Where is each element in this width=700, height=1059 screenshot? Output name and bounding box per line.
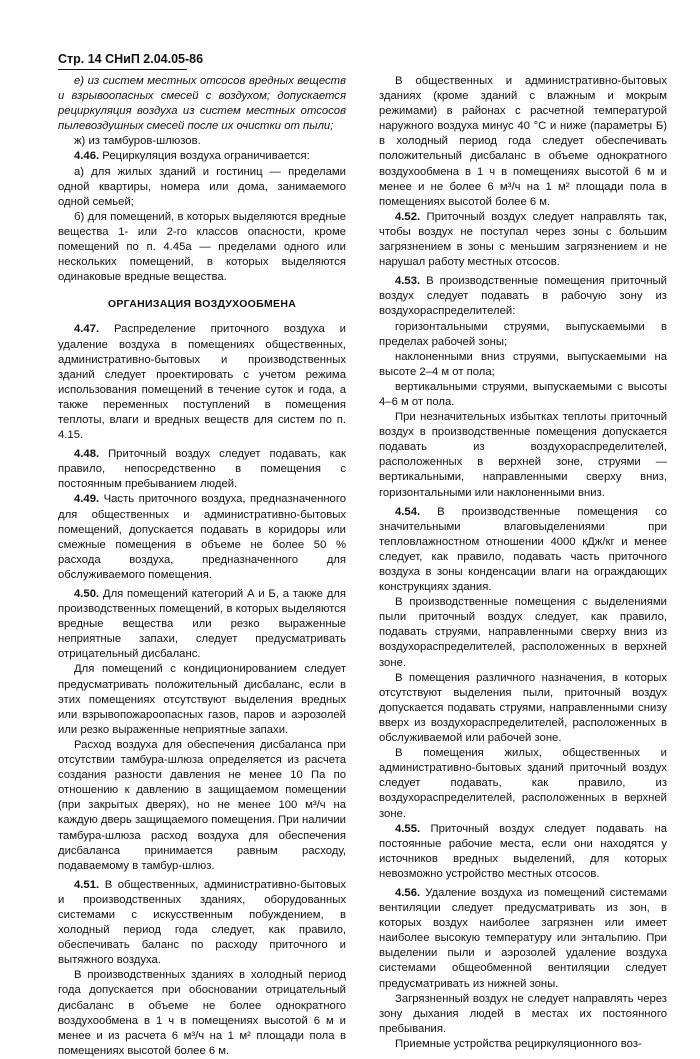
clause-text: Рециркуляция воздуха ограничивается:	[99, 150, 310, 163]
paragraph: Приемные устройства рециркуляционного воз-	[395, 1037, 642, 1050]
clause-4-55	[379, 822, 667, 882]
paragraph: В производственные помещения с выделениями пыли приточный воздух следует, как правило, подавать струями, направленными сверху вниз из воздухораспределителей, расположенных в верхней зоне.	[379, 596, 667, 669]
clause-text: Для помещений категорий А и Б, а также для производственных помещений, в которых выделяются вредные вещества или резко выраженные неприятные запахи, следует предусматривать отрицательный дисбаланс.	[58, 588, 346, 661]
clause-text: Приточный воздух следует подавать, как правило, непосредственно в помещения с постоянным пребыванием людей.	[58, 448, 346, 491]
paragraph: В производственных зданиях в холодный период года допускается при обосновании отрицательный дисбаланс в объеме не более однократного воздухообмена в 1 ч в помещениях высотой 6 м и менее и из расчета 6 м³/ч на 1 м² площади пола в помещениях высотой более 6 м.	[58, 969, 346, 1057]
clause-text: Распределение приточного воздуха и удаление воздуха в помещениях общественных, административно-бытовых и производственных зданий следует проектировать с учетом режима использования помещений в течение суток и года, а также переменных поступлений в помещения теплоты, влаги и вредных веществ для систем по п. 4.15.	[58, 323, 346, 442]
clause-4-47	[58, 322, 346, 443]
clause-number: 4.53.	[395, 275, 421, 288]
clause-number: 4.46.	[74, 150, 100, 163]
paragraph: наклоненными вниз струями, выпускаемыми на высоте 2–4 м от пола;	[379, 350, 667, 378]
clause-4-48	[58, 447, 346, 492]
paragraph: Для помещений с кондиционированием следует предусматривать положительный дисбаланс, если в этих помещениях отсутствуют выделения вредных или взрывопожароопасных газов, паров и аэрозолей или резко выраженные неприятные запахи.	[58, 663, 346, 736]
clause-text: Приточный воздух следует направлять так, чтобы воздух не поступал через зоны с большим загрязнением в зоны с меньшим загрязнением и не нарушал работу местных отсосов.	[379, 210, 667, 269]
clause-4-53	[379, 274, 667, 319]
clause-number: 4.52.	[395, 210, 421, 223]
paragraph: горизонтальными струями, выпускаемыми в пределах рабочей зоны;	[379, 320, 667, 348]
paragraph: е) из систем местных отсосов вредных веществ и взрывоопасных смесей с воздухом; допускается рециркуляция воздуха из систем местных отсосов пылевоздушных смесей после их очистки от пыли;	[58, 75, 346, 133]
left-column	[58, 74, 346, 1059]
clause-4-54	[379, 505, 667, 596]
clause-number: 4.47.	[74, 323, 100, 336]
paragraph: При незначительных избытках теплоты приточный воздух в производственные помещения допускается подавать из воздухораспределителей, расположенных в верхней зоне, струями — вертикальными, направленными сверху вниз, горизонтальными или наклоненными вниз.	[379, 411, 667, 499]
clause-number: 4.56.	[395, 886, 421, 899]
paragraph: а) для жилых зданий и гостиниц — пределами одной квартиры, номера или дома, занимаемого одной семьей;	[58, 165, 346, 208]
clause-number: 4.48.	[74, 448, 100, 461]
clause-text: Часть приточного воздуха, предназначенного для общественных и административно-бытовых помещений, допускается подавать в коридоры или смежные помещения в объеме не более 50 % расхода воздуха, предназначенного для обслуживаемого помещения.	[58, 493, 346, 581]
page-header: Стр. 14 СНиП 2.04.05-86	[58, 52, 204, 66]
clause-number: 4.51.	[74, 878, 100, 891]
clause-number: 4.55.	[395, 822, 421, 835]
paragraph: В общественных и административно-бытовых зданиях (кроме зданий с влажным и мокрым режимами) в районах с расчетной температурой наружного воздуха минус 40 °С и ниже (параметры Б) в холодный период года следует обеспечивать положительный дисбаланс в объеме однократного воздухообмена в 1 ч в помещениях высотой 6 м и менее и не более 6 м³/ч на 1 м² площади пола в помещениях высотой более 6 м.	[379, 75, 667, 208]
clause-text: Удаление воздуха из помещений системами вентиляции следует предусматривать из зон, в которых воздух наиболее загрязнен или имеет наиболее высокую температуру или энтальпию. При выделении пыли и аэрозолей удаление воздуха системами общеобменной вентиляции следует предусматривать из нижней зоны.	[379, 886, 667, 990]
paragraph: В помещения жилых, общественных и административно-бытовых зданий приточный воздух следует подавать, как правило, из воздухораспределителей, расположенных в верхней зоне.	[379, 747, 667, 820]
clause-4-52	[379, 210, 667, 270]
clause-4-50	[58, 587, 346, 662]
clause-text: В общественных, административно-бытовых и производственных зданиях, оборудованных системами с искусственным побуждением, в холодный период года следует, как правило, обеспечивать баланс по расходу приточного и вытяжного воздуха.	[58, 878, 346, 967]
clause-4-51	[58, 878, 346, 969]
paragraph: Расход воздуха для обеспечения дисбаланса при отсутствии тамбура-шлюза определяется из расчета создания разности давления не менее 10 Па по отношению к давлению в защищаемом помещении (при закрытых дверях), но не менее 100 м³/ч на каждую дверь защищаемого помещения. При наличии тамбура-шлюза расход воздуха для обеспечения дисбаланса принимается равным расходу, подаваемому в тамбур-шлюз.	[58, 738, 346, 872]
clause-text: Приточный воздух следует подавать на постоянные рабочие места, если они находятся у источников вредных выделений, для которых невозможно устройство местных отсосов.	[379, 822, 667, 880]
clause-4-49	[58, 492, 346, 583]
clause-number: 4.49.	[74, 493, 100, 506]
section-heading: ОРГАНИЗАЦИЯ ВОЗДУХООБМЕНА	[107, 298, 297, 311]
clause-4-56	[379, 886, 667, 992]
paragraph: вертикальными струями, выпускаемыми с высоты 4–6 м от пола.	[379, 380, 667, 408]
paragraph: б) для помещений, в которых выделяются вредные вещества 1- или 2-го классов опасности, кроме помещений по п. 4.45а — пределами одного или нескольких помещений, в которых выделяются одинаковые вредные вещества.	[58, 210, 346, 284]
right-column	[379, 74, 667, 1052]
paragraph: Загрязненный воздух не следует направлять через зону дыхания людей в местах их постоянного пребывания.	[379, 992, 667, 1035]
clause-number: 4.54.	[395, 505, 421, 518]
clause-text: В производственные помещения приточный воздух следует подавать в рабочую зону из воздухораспределителей:	[379, 275, 667, 318]
paragraph: ж) из тамбуров-шлюзов.	[74, 135, 201, 148]
clause-text: В производственные помещения со значительными влаговыделениями при тепловлажностном отношении 4000 кДж/кг и менее следует, как правило, подавать часть приточного воздуха в зоны конденсации влаги на ограждающих конструкциях здания.	[379, 505, 667, 594]
paragraph: В помещения различного назначения, в которых отсутствуют выделения пыли, приточный воздух допускается подавать струями, направленными снизу вверх из воздухораспределителей, расположенных в обслуживаемой или рабочей зоне.	[379, 671, 667, 745]
clause-number: 4.50.	[74, 588, 100, 600]
clause-4-46	[58, 149, 346, 164]
